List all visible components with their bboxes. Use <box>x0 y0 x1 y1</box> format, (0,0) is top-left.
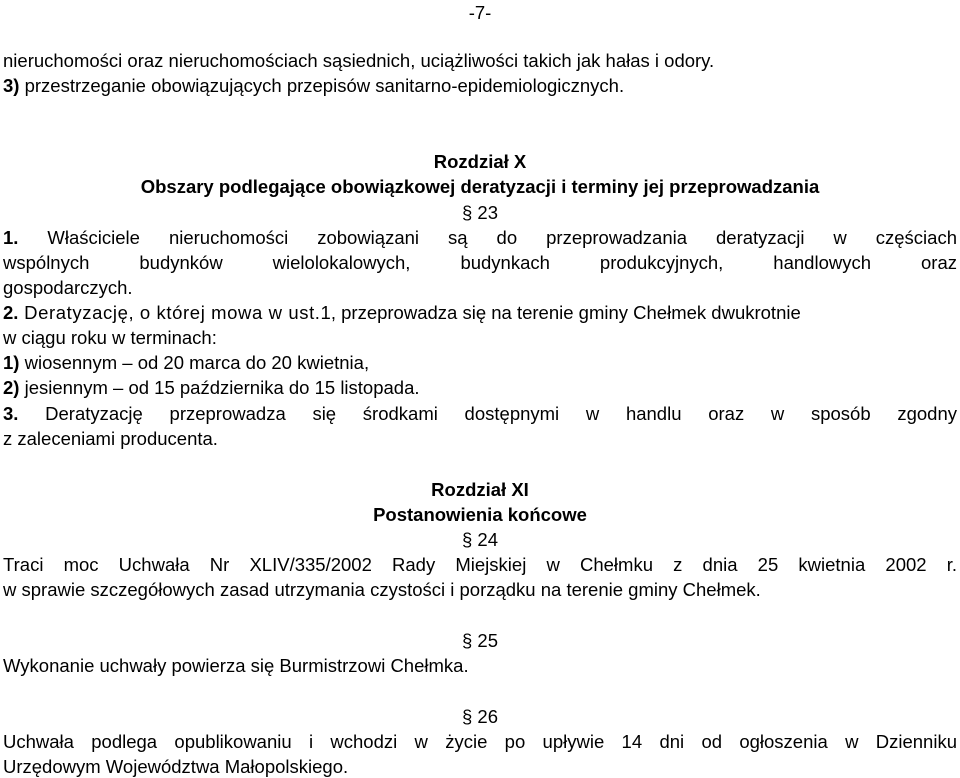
intro-item-text: przestrzeganie obowiązujących przepisów sanitarno-epidemiologicznych. <box>19 75 625 96</box>
section-26: § 26 <box>461 706 498 727</box>
ch10-p2-text-a: Deratyzację, o której mowa w ust. <box>18 302 321 323</box>
chapter-10-title: Obszary podlegające obowiązkowej deratyzacji i terminy jej przeprowadzania <box>140 176 820 197</box>
s25-line-1: Wykonanie uchwały powierza się Burmistrzowi Chełmka. <box>3 655 469 676</box>
ch10-p1-text: Właściciele nieruchomości zobowiązani są do przeprowadzania deratyzacji w częściach <box>18 227 957 248</box>
s26-line-1: Uchwała podlega opublikowaniu i wchodzi w życie po upływie 14 dni od ogłoszenia w Dzienniku <box>3 731 957 752</box>
intro-line-1: nieruchomości oraz nieruchomościach sąsiednich, uciążliwości takich jak hałas i odory. <box>3 50 715 71</box>
section-24: § 24 <box>461 529 498 550</box>
ch10-p3-line-1 <box>3 403 957 425</box>
s24-line-2: w sprawie szczegółowych zasad utrzymania czystości i porządku na terenie gminy Chełmek. <box>3 579 761 600</box>
intro-item-number: 3) <box>3 75 20 96</box>
intro-line-2 <box>3 75 957 97</box>
section-25: § 25 <box>461 630 498 651</box>
ch10-p2-text-b: 1, przeprowadza się na terenie gminy Chełmek dwukrotnie <box>320 302 801 323</box>
ch10-item-2-text: jesiennym – od 15 października do 15 listopada. <box>19 377 420 398</box>
ch10-item-1-text: wiosennym – od 20 marca do 20 kwietnia, <box>19 352 370 373</box>
ch10-p3-line-2: z zaleceniami producenta. <box>3 428 218 449</box>
s24-line-1: Traci moc Uchwała Nr XLIV/335/2002 Rady Miejskiej w Chełmku z dnia 25 kwietnia 2002 r. <box>3 554 957 575</box>
ch10-p2-number: 2. <box>3 302 19 323</box>
ch10-p3-number: 3. <box>3 403 19 424</box>
ch10-p1-line-3: gospodarczych. <box>3 277 133 298</box>
ch10-item-1-number: 1) <box>3 352 20 373</box>
page-number: -7- <box>468 2 492 23</box>
chapter-11-heading: Rozdział XI <box>431 479 529 500</box>
ch10-item-1 <box>3 352 957 374</box>
s26-line-2: Urzędowym Województwa Małopolskiego. <box>3 756 349 777</box>
ch10-item-2 <box>3 377 957 399</box>
ch10-p1-line-1 <box>3 227 957 249</box>
section-23: § 23 <box>461 202 498 223</box>
ch10-item-2-number: 2) <box>3 377 20 398</box>
ch10-p1-number: 1. <box>3 227 19 248</box>
chapter-10-heading: Rozdział X <box>433 151 527 172</box>
ch10-p1-line-2: wspólnych budynków wielolokalowych, budynkach produkcyjnych, handlowych oraz <box>3 252 957 273</box>
chapter-11-title: Postanowienia końcowe <box>373 504 587 525</box>
ch10-p2-line-1 <box>3 302 957 324</box>
ch10-p2-line-2: w ciągu roku w terminach: <box>3 327 217 348</box>
ch10-p3-text: Deratyzację przeprowadza się środkami dostępnymi w handlu oraz w sposób zgodny <box>18 403 957 424</box>
